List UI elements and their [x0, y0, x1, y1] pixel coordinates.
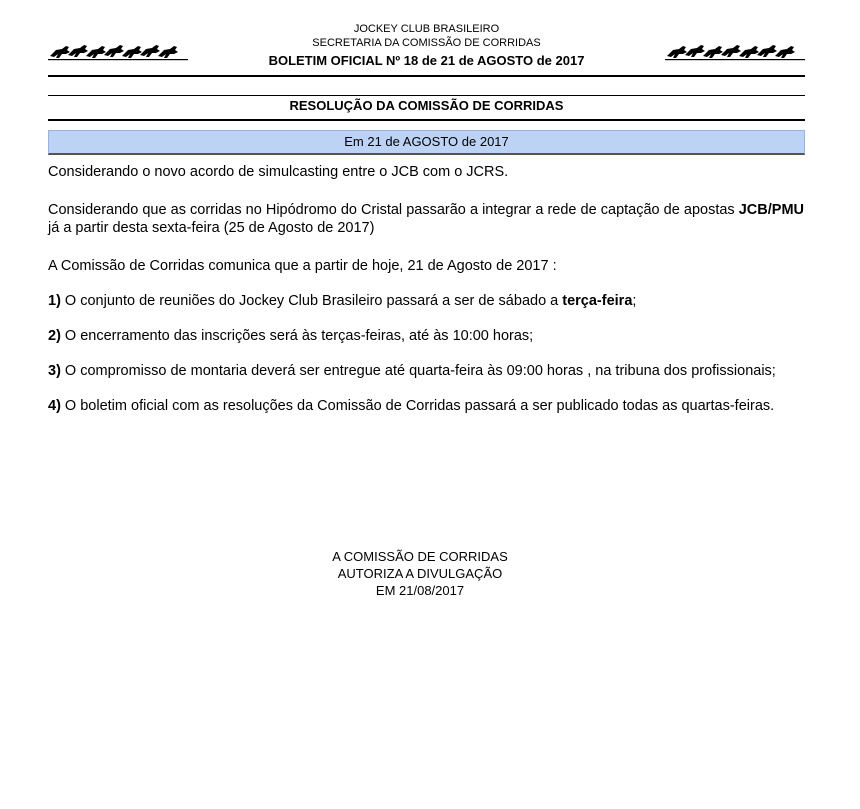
- header-divider-middle: [48, 95, 805, 96]
- list-item-number: 2): [48, 328, 61, 344]
- header-divider-top: [48, 75, 805, 77]
- list-item-number: 4): [48, 398, 61, 414]
- paragraph-simulcasting: Considerando o novo acordo de simulcasting entre o JCB com o JCRS.: [48, 164, 509, 180]
- list-item: [48, 362, 804, 380]
- list-item-number: 3): [48, 363, 61, 379]
- section-divider-bottom: [48, 119, 805, 121]
- list-item-bold: terça-feira: [562, 293, 633, 309]
- header-bulletin-title: BOLETIM OFICIAL Nº 18 de 21 de AGOSTO de 2017: [268, 53, 585, 68]
- header-department: SECRETARIA DA COMISSÃO DE CORRIDAS: [312, 37, 541, 49]
- list-item-tail: ;: [632, 293, 637, 309]
- list-item-text: O encerramento das inscrições será às terças-feiras, até às 10:00 horas;: [60, 328, 534, 344]
- section-title: RESOLUÇÃO DA COMISSÃO DE CORRIDAS: [289, 98, 564, 113]
- paragraph-cristal-bold: JCB/PMU: [738, 202, 804, 218]
- list-item-text: O conjunto de reuniões do Jockey Club Brasileiro passará a ser de sábado a: [60, 293, 563, 309]
- racing-horses-icon: [665, 40, 805, 64]
- signature-line-2: AUTORIZA A DIVULGAÇÃO: [337, 566, 503, 581]
- paragraph-cristal: [48, 201, 804, 237]
- date-banner-text: Em 21 de AGOSTO de 2017: [344, 134, 509, 149]
- list-item-text: O boletim oficial com as resoluções da Comissão de Corridas passará a ser publicado todas as quartas-feiras.: [60, 398, 775, 414]
- header-org-name: JOCKEY CLUB BRASILEIRO: [353, 23, 500, 35]
- list-item-text: O compromisso de montaria deverá ser entregue até quarta-feira às 09:00 horas , na tribuna dos profissionais;: [60, 363, 776, 379]
- list-item: [48, 292, 804, 310]
- document-header: [48, 22, 805, 74]
- date-banner: [48, 130, 805, 155]
- list-item: [48, 397, 804, 415]
- signature-date: EM 21/08/2017: [375, 583, 465, 598]
- signature-line-1: A COMISSÃO DE CORRIDAS: [332, 549, 508, 564]
- resolution-body: [48, 163, 804, 415]
- paragraph-announcement: A Comissão de Corridas comunica que a partir de hoje, 21 de Agosto de 2017 :: [48, 258, 557, 274]
- list-item-number: 1): [48, 293, 61, 309]
- signature-block: [48, 548, 792, 599]
- list-item: [48, 327, 804, 345]
- paragraph-cristal-tail: já a partir desta sexta-feira (25 de Agosto de 2017): [48, 220, 375, 236]
- paragraph-cristal-text: Considerando que as corridas no Hipódromo do Cristal passarão a integrar a rede de captação de apostas: [48, 202, 739, 218]
